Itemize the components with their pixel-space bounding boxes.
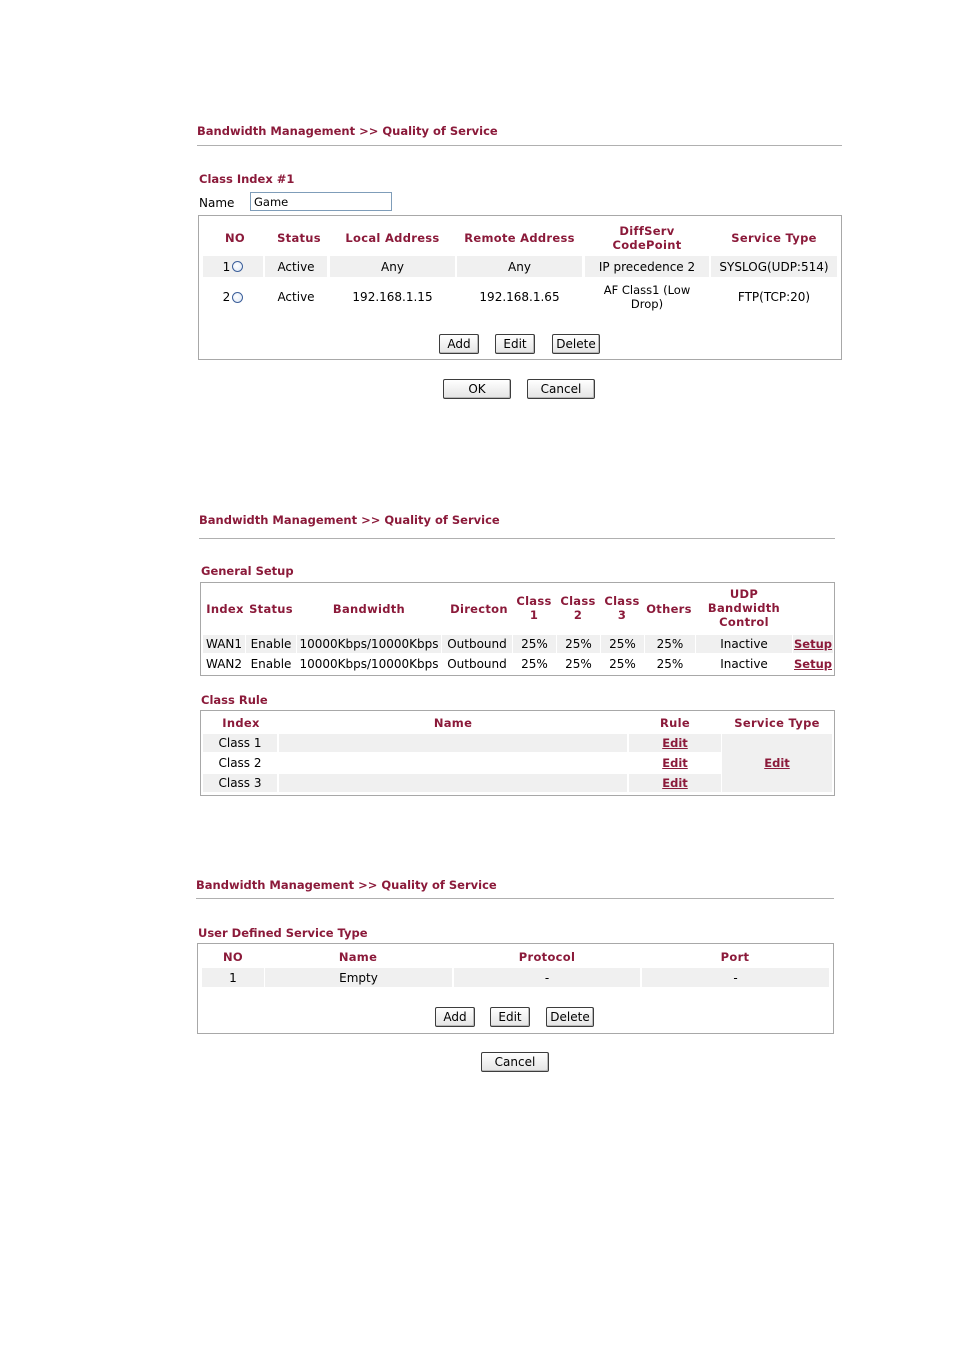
rule-link-cell bbox=[629, 774, 721, 792]
rule-table bbox=[198, 215, 842, 360]
table-row-index: Class 1 bbox=[203, 734, 277, 752]
table-row-port: - bbox=[642, 968, 829, 987]
header-no: NO bbox=[222, 950, 243, 964]
table-row-class-2: 25% bbox=[565, 657, 592, 671]
header-rule: Rule bbox=[660, 716, 690, 730]
table-row-no: 1 bbox=[203, 256, 263, 277]
table-row-local: 192.168.1.15 bbox=[352, 290, 433, 304]
table-row-class-3: 25% bbox=[601, 635, 644, 653]
radio-button[interactable] bbox=[232, 261, 243, 272]
table-row-status: Active bbox=[265, 256, 327, 277]
breadcrumb: Bandwidth Management >> Quality of Service bbox=[197, 124, 498, 138]
setup-link-cell bbox=[793, 655, 833, 673]
ok-button[interactable]: OK bbox=[443, 379, 511, 399]
delete-button[interactable]: Delete bbox=[546, 1007, 594, 1027]
table-row-name bbox=[279, 774, 627, 792]
table-row-protocol: - bbox=[454, 968, 640, 987]
rule-edit-link-class-3[interactable]: Edit bbox=[662, 776, 688, 790]
edit-button[interactable]: Edit bbox=[490, 1007, 530, 1027]
table-row-no: 2 bbox=[203, 280, 263, 314]
table-row-class-1: 25% bbox=[513, 635, 556, 653]
setup-link-cell bbox=[793, 635, 833, 653]
table-row-udp: Inactive bbox=[720, 657, 768, 671]
table-row-status: Enable bbox=[250, 657, 292, 671]
table-row-direction: Outbound bbox=[442, 635, 512, 653]
table-row-local: Any bbox=[330, 256, 455, 277]
header-diffserv: DiffServ CodePoint bbox=[612, 224, 682, 252]
divider bbox=[196, 898, 834, 899]
header-no: NO bbox=[224, 231, 245, 245]
table-row-index: Class 3 bbox=[203, 774, 277, 792]
header-others: Others bbox=[646, 602, 692, 616]
setup-link-wan2[interactable]: Setup bbox=[794, 657, 832, 671]
add-button[interactable]: Add bbox=[435, 1007, 475, 1027]
divider bbox=[197, 145, 842, 146]
class-rule-table bbox=[200, 710, 835, 796]
setup-link-wan1[interactable]: Setup bbox=[794, 637, 832, 651]
table-row-name: Empty bbox=[265, 968, 452, 987]
table-row-no: 1 bbox=[202, 968, 264, 987]
general-setup-table bbox=[200, 582, 835, 676]
header-status: Status bbox=[277, 231, 321, 245]
class-index-title: Class Index #1 bbox=[199, 172, 295, 186]
user-service-table bbox=[197, 943, 834, 1034]
header-direction: Directon bbox=[450, 602, 508, 616]
cancel-button[interactable]: Cancel bbox=[481, 1052, 549, 1072]
service-type-edit-link[interactable]: Edit bbox=[764, 756, 790, 770]
header-service-type: Service Type bbox=[734, 716, 820, 730]
name-label: Name bbox=[199, 196, 235, 210]
header-class-3: Class 3 bbox=[604, 594, 640, 622]
header-index: Index bbox=[206, 602, 244, 616]
breadcrumb: Bandwidth Management >> Quality of Service bbox=[199, 513, 500, 527]
header-protocol: Protocol bbox=[518, 950, 576, 964]
header-index: Index bbox=[222, 716, 260, 730]
table-row-remote: 192.168.1.65 bbox=[479, 290, 560, 304]
general-setup-title: General Setup bbox=[201, 564, 294, 578]
header-local-address: Local Address bbox=[345, 231, 440, 245]
table-row-status: Active bbox=[277, 290, 315, 304]
header-class-2: Class 2 bbox=[560, 594, 596, 622]
header-class-1: Class 1 bbox=[516, 594, 552, 622]
rule-link-cell bbox=[629, 734, 721, 752]
table-row-bandwidth: 10000Kbps/10000Kbps bbox=[299, 657, 439, 671]
table-row-bandwidth: 10000Kbps/10000Kbps bbox=[297, 635, 441, 653]
delete-button[interactable]: Delete bbox=[552, 334, 600, 354]
edit-button[interactable]: Edit bbox=[495, 334, 535, 354]
header-bandwidth: Bandwidth bbox=[332, 602, 406, 616]
table-row-service: SYSLOG(UDP:514) bbox=[711, 256, 837, 277]
table-row-index: WAN1 bbox=[203, 635, 245, 653]
cancel-button[interactable]: Cancel bbox=[527, 379, 595, 399]
radio-button[interactable] bbox=[232, 292, 243, 303]
table-row-remote: Any bbox=[457, 256, 582, 277]
table-row-class-2: 25% bbox=[557, 635, 600, 653]
rule-edit-link-class-1[interactable]: Edit bbox=[662, 736, 688, 750]
table-row-index: WAN2 bbox=[205, 657, 243, 671]
table-row-direction: Outbound bbox=[447, 657, 507, 671]
table-row-others: 25% bbox=[645, 635, 695, 653]
table-row-index: Class 2 bbox=[218, 756, 262, 770]
header-service-type: Service Type bbox=[731, 231, 817, 245]
header-port: Port bbox=[720, 950, 750, 964]
class-rule-title: Class Rule bbox=[201, 693, 268, 707]
name-input[interactable] bbox=[250, 192, 392, 211]
table-row-name bbox=[279, 734, 627, 752]
service-type-cell bbox=[722, 734, 832, 792]
user-defined-service-title: User Defined Service Type bbox=[198, 926, 368, 940]
breadcrumb: Bandwidth Management >> Quality of Service bbox=[196, 878, 497, 892]
table-row-class-1: 25% bbox=[521, 657, 548, 671]
table-row-service: FTP(TCP:20) bbox=[737, 290, 811, 304]
header-name: Name bbox=[433, 716, 473, 730]
header-status: Status bbox=[249, 602, 293, 616]
header-udp-bandwidth-control: UDP Bandwidth Control bbox=[707, 587, 781, 629]
header-name: Name bbox=[338, 950, 378, 964]
header-remote-address: Remote Address bbox=[464, 231, 575, 245]
table-row-diffserv: IP precedence 2 bbox=[585, 256, 709, 277]
table-row-status: Enable bbox=[246, 635, 296, 653]
table-row-others: 25% bbox=[656, 657, 684, 671]
rule-edit-link-class-2[interactable]: Edit bbox=[662, 756, 688, 770]
rule-link-cell bbox=[629, 754, 721, 772]
table-row-name bbox=[279, 754, 627, 772]
table-row-udp: Inactive bbox=[696, 635, 792, 653]
divider bbox=[199, 538, 835, 539]
table-row-class-3: 25% bbox=[609, 657, 636, 671]
table-row-diffserv: AF Class1 (Low Drop) bbox=[603, 283, 691, 311]
add-button[interactable]: Add bbox=[439, 334, 479, 354]
